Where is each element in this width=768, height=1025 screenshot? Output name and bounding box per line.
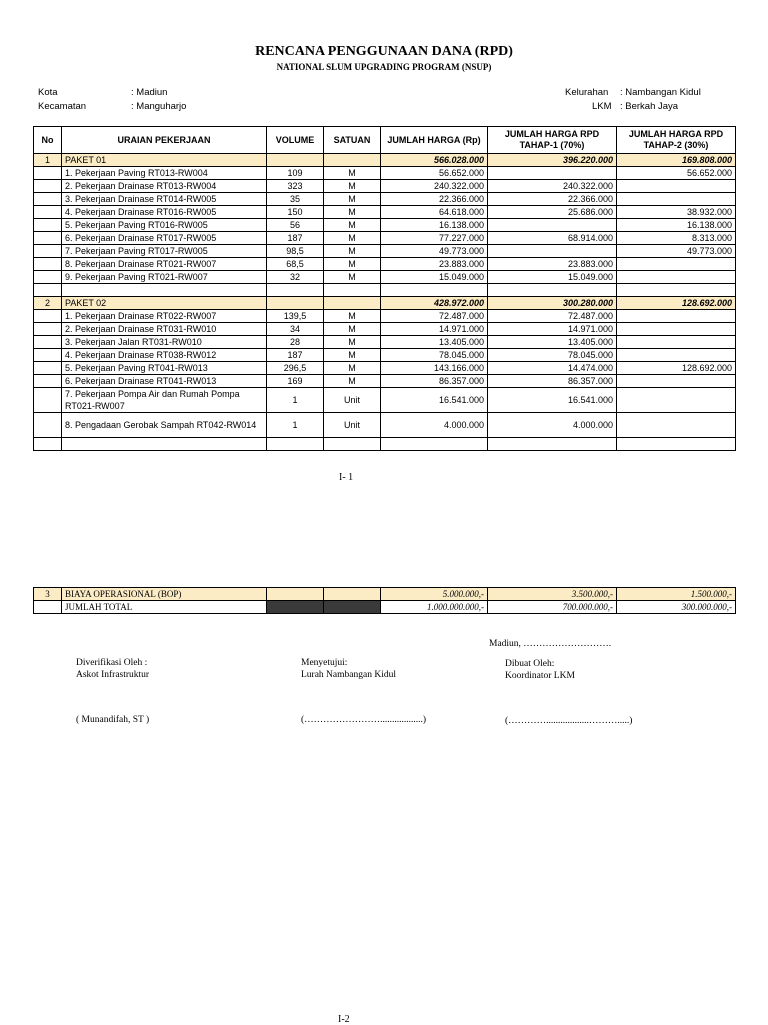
row-uraian: 2. Pekerjaan Drainase RT013-RW004: [62, 180, 267, 193]
table-row: [34, 180, 736, 193]
total-tahap-2: 300.000.000,-: [617, 601, 736, 614]
row-no: [34, 349, 62, 362]
bop-total: 5.000.000,-: [381, 588, 488, 601]
row-tahap-2: 16.138.000: [617, 219, 736, 232]
row-no: [34, 232, 62, 245]
row-uraian: 8. Pengadaan Gerobak Sampah RT042-RW014: [62, 413, 267, 438]
row-tahap-1: [488, 245, 617, 258]
row-satuan: M: [324, 167, 381, 180]
row-volume: 150: [267, 206, 324, 219]
row-no: [34, 206, 62, 219]
table-row: [34, 413, 736, 438]
table-row: [34, 375, 736, 388]
row-satuan: M: [324, 206, 381, 219]
empty-cell: [617, 438, 736, 451]
row-volume: 35: [267, 193, 324, 206]
page-number-2: I-2: [338, 1014, 350, 1025]
row-jumlah-harga: 86.357.000: [381, 375, 488, 388]
row-volume: 187: [267, 349, 324, 362]
row-jumlah-harga: 78.045.000: [381, 349, 488, 362]
row-tahap-1: 14.971.000: [488, 323, 617, 336]
row-volume: 34: [267, 323, 324, 336]
row-jumlah-harga: 22.366.000: [381, 193, 488, 206]
package-total: 428.972.000: [381, 297, 488, 310]
row-satuan: M: [324, 310, 381, 323]
row-uraian: 3. Pekerjaan Jalan RT031-RW010: [62, 336, 267, 349]
header-no: No: [34, 127, 62, 154]
row-satuan: M: [324, 271, 381, 284]
row-tahap-2: 56.652.000: [617, 167, 736, 180]
row-no: [34, 336, 62, 349]
row-tahap-1: 15.049.000: [488, 271, 617, 284]
table-row: [34, 271, 736, 284]
table-row: [34, 219, 736, 232]
row-volume: 28: [267, 336, 324, 349]
verifier-title: Diverifikasi Oleh :: [76, 658, 148, 668]
row-tahap-1: 240.322.000: [488, 180, 617, 193]
empty-cell: [62, 284, 267, 297]
row-tahap-2: 128.692.000: [617, 362, 736, 375]
row-uraian: 5. Pekerjaan Paving RT016-RW005: [62, 219, 267, 232]
table-row: [34, 349, 736, 362]
row-satuan: M: [324, 362, 381, 375]
empty-cell: [324, 438, 381, 451]
package-no: 1: [34, 154, 62, 167]
empty-row: [34, 438, 736, 451]
row-jumlah-harga: 13.405.000: [381, 336, 488, 349]
row-jumlah-harga: 23.883.000: [381, 258, 488, 271]
row-jumlah-harga: 49.773.000: [381, 245, 488, 258]
approver-role: Lurah Nambangan Kidul: [301, 670, 396, 680]
row-volume: 1: [267, 413, 324, 438]
total-tahap-1: 700.000.000,-: [488, 601, 617, 614]
row-tahap-2: 38.932.000: [617, 206, 736, 219]
row-satuan: M: [324, 258, 381, 271]
verifier-role: Askot Infrastruktur: [76, 670, 150, 680]
table-row: [34, 323, 736, 336]
row-jumlah-harga: 72.487.000: [381, 310, 488, 323]
maker-role: Koordinator LKM: [505, 671, 575, 681]
row-tahap-1: [488, 219, 617, 232]
row-no: [34, 375, 62, 388]
row-tahap-2: [617, 180, 736, 193]
row-satuan: M: [324, 349, 381, 362]
row-satuan: M: [324, 193, 381, 206]
row-jumlah-harga: 14.971.000: [381, 323, 488, 336]
row-tahap-1: 68.914.000: [488, 232, 617, 245]
kota-label: Kota: [38, 87, 58, 98]
row-jumlah-harga: 64.618.000: [381, 206, 488, 219]
row-satuan: Unit: [324, 413, 381, 438]
empty-cell: [267, 438, 324, 451]
row-uraian: 6. Pekerjaan Drainase RT041-RW013: [62, 375, 267, 388]
row-volume: 187: [267, 232, 324, 245]
document-title: RENCANA PENGGUNAAN DANA (RPD): [255, 44, 513, 59]
table-row: [34, 206, 736, 219]
lkm-value: : Berkah Jaya: [620, 101, 679, 112]
table-header-row: [34, 127, 736, 154]
row-no: [34, 310, 62, 323]
row-tahap-2: [617, 271, 736, 284]
row-volume: 169: [267, 375, 324, 388]
empty-cell: [267, 284, 324, 297]
row-jumlah-harga: 15.049.000: [381, 271, 488, 284]
package-volume: [267, 154, 324, 167]
row-volume: 56: [267, 219, 324, 232]
table-row: [34, 167, 736, 180]
row-tahap-2: [617, 413, 736, 438]
document-subtitle: NATIONAL SLUM UPGRADING PROGRAM (NSUP): [276, 62, 492, 72]
row-uraian: 6. Pekerjaan Drainase RT017-RW005: [62, 232, 267, 245]
row-volume: 98,5: [267, 245, 324, 258]
table-row: [34, 388, 736, 413]
row-no: [34, 219, 62, 232]
row-tahap-1: 14.474.000: [488, 362, 617, 375]
bop-no: 3: [34, 588, 62, 601]
row-uraian: 3. Pekerjaan Drainase RT014-RW005: [62, 193, 267, 206]
row-satuan: M: [324, 323, 381, 336]
row-volume: 109: [267, 167, 324, 180]
bop-row: [34, 588, 736, 601]
approver-title: Menyetujui:: [301, 658, 348, 668]
header-satuan: SATUAN: [324, 127, 381, 154]
row-satuan: Unit: [324, 388, 381, 413]
row-jumlah-harga: 240.322.000: [381, 180, 488, 193]
row-volume: 296,5: [267, 362, 324, 375]
table-row: [34, 232, 736, 245]
package-total: 566.028.000: [381, 154, 488, 167]
row-no: [34, 323, 62, 336]
kota-value: : Madiun: [131, 87, 168, 98]
bop-total-table: [33, 587, 736, 614]
row-tahap-2: [617, 258, 736, 271]
empty-cell: [381, 284, 488, 297]
row-uraian: 9. Pekerjaan Paving RT021-RW007: [62, 271, 267, 284]
row-tahap-2: 8.313.000: [617, 232, 736, 245]
package-tahap-2: 169.808.000: [617, 154, 736, 167]
row-satuan: M: [324, 375, 381, 388]
row-tahap-1: 78.045.000: [488, 349, 617, 362]
row-uraian: 2. Pekerjaan Drainase RT031-RW010: [62, 323, 267, 336]
empty-cell: [488, 284, 617, 297]
row-no: [34, 271, 62, 284]
row-tahap-2: [617, 388, 736, 413]
total-amount: 1.000.000.000,-: [381, 601, 488, 614]
row-no: [34, 193, 62, 206]
row-tahap-2: [617, 375, 736, 388]
empty-cell: [381, 438, 488, 451]
total-label: JUMLAH TOTAL: [62, 601, 267, 614]
empty-cell: [488, 438, 617, 451]
row-satuan: M: [324, 245, 381, 258]
row-jumlah-harga: 16.541.000: [381, 388, 488, 413]
row-volume: 32: [267, 271, 324, 284]
table-row: [34, 193, 736, 206]
header-uraian: URAIAN PEKERJAAN: [62, 127, 267, 154]
row-jumlah-harga: 16.138.000: [381, 219, 488, 232]
row-no: [34, 180, 62, 193]
row-no: [34, 362, 62, 375]
row-tahap-1: 4.000.000: [488, 413, 617, 438]
row-tahap-1: 86.357.000: [488, 375, 617, 388]
empty-cell: [34, 284, 62, 297]
table-row: [34, 245, 736, 258]
row-jumlah-harga: 77.227.000: [381, 232, 488, 245]
kelurahan-value: : Nambangan Kidul: [620, 87, 701, 98]
table-row: [34, 336, 736, 349]
package-satuan: [324, 154, 381, 167]
total-row: [34, 601, 736, 614]
empty-cell: [617, 284, 736, 297]
row-tahap-1: 16.541.000: [488, 388, 617, 413]
row-tahap-1: [488, 167, 617, 180]
row-tahap-1: 25.686.000: [488, 206, 617, 219]
row-tahap-1: 13.405.000: [488, 336, 617, 349]
row-satuan: M: [324, 180, 381, 193]
package-name: PAKET 01: [62, 154, 267, 167]
row-tahap-1: 72.487.000: [488, 310, 617, 323]
row-volume: 139,5: [267, 310, 324, 323]
row-satuan: M: [324, 219, 381, 232]
header-jumlah-harga: JUMLAH HARGA (Rp): [381, 127, 488, 154]
verifier-name: ( Munandifah, ST ): [76, 715, 150, 725]
row-tahap-2: [617, 336, 736, 349]
row-no: [34, 388, 62, 413]
row-uraian: 1. Pekerjaan Drainase RT022-RW007: [62, 310, 267, 323]
row-no: [34, 167, 62, 180]
page-number-1: I- 1: [339, 472, 354, 483]
row-no: [34, 245, 62, 258]
table-row: [34, 310, 736, 323]
row-uraian: 4. Pekerjaan Drainase RT016-RW005: [62, 206, 267, 219]
row-volume: 1: [267, 388, 324, 413]
row-tahap-2: [617, 349, 736, 362]
bop-tahap-1: 3.500.000,-: [488, 588, 617, 601]
maker-name: (…………..................……….....): [505, 716, 633, 726]
row-jumlah-harga: 4.000.000: [381, 413, 488, 438]
row-tahap-1: 22.366.000: [488, 193, 617, 206]
package-satuan: [324, 297, 381, 310]
empty-cell: [34, 438, 62, 451]
package-row: [34, 154, 736, 167]
row-tahap-2: [617, 310, 736, 323]
row-tahap-2: 49.773.000: [617, 245, 736, 258]
row-satuan: M: [324, 232, 381, 245]
empty-row: [34, 284, 736, 297]
empty-cell: [62, 438, 267, 451]
row-uraian: 7. Pekerjaan Paving RT017-RW005: [62, 245, 267, 258]
lkm-label: LKM: [592, 101, 612, 112]
bop-name: BIAYA OPERASIONAL (BOP): [62, 588, 267, 601]
header-tahap-1: JUMLAH HARGA RPD TAHAP-1 (70%): [488, 127, 617, 154]
kecamatan-value: : Manguharjo: [131, 101, 187, 112]
row-uraian: 4. Pekerjaan Drainase RT038-RW012: [62, 349, 267, 362]
package-volume: [267, 297, 324, 310]
row-uraian: 1. Pekerjaan Paving RT013-RW004: [62, 167, 267, 180]
row-volume: 323: [267, 180, 324, 193]
empty-cell: [324, 284, 381, 297]
rpd-table: [33, 126, 736, 451]
package-name: PAKET 02: [62, 297, 267, 310]
row-no: [34, 258, 62, 271]
table-row: [34, 258, 736, 271]
approver-name: (……………………..................): [301, 715, 427, 725]
row-tahap-2: [617, 323, 736, 336]
kecamatan-label: Kecamatan: [38, 101, 87, 112]
row-no: [34, 413, 62, 438]
package-tahap-1: 300.280.000: [488, 297, 617, 310]
package-no: 2: [34, 297, 62, 310]
package-row: [34, 297, 736, 310]
bop-tahap-2: 1.500.000,-: [617, 588, 736, 601]
kelurahan-label: Kelurahan: [565, 87, 609, 98]
row-uraian: 5. Pekerjaan Paving RT041-RW013: [62, 362, 267, 375]
row-tahap-2: [617, 193, 736, 206]
row-uraian: 7. Pekerjaan Pompa Air dan Rumah Pompa RT021-RW007: [62, 388, 267, 413]
row-jumlah-harga: 56.652.000: [381, 167, 488, 180]
row-volume: 68,5: [267, 258, 324, 271]
table-row: [34, 362, 736, 375]
row-tahap-1: 23.883.000: [488, 258, 617, 271]
place-date: Madiun, ……………………….: [489, 639, 612, 649]
row-uraian: 8. Pekerjaan Drainase RT021-RW007: [62, 258, 267, 271]
maker-title: Dibuat Oleh:: [505, 659, 555, 669]
header-tahap-2: JUMLAH HARGA RPD TAHAP-2 (30%): [617, 127, 736, 154]
package-tahap-1: 396.220.000: [488, 154, 617, 167]
package-tahap-2: 128.692.000: [617, 297, 736, 310]
header-volume: VOLUME: [267, 127, 324, 154]
row-satuan: M: [324, 336, 381, 349]
row-jumlah-harga: 143.166.000: [381, 362, 488, 375]
